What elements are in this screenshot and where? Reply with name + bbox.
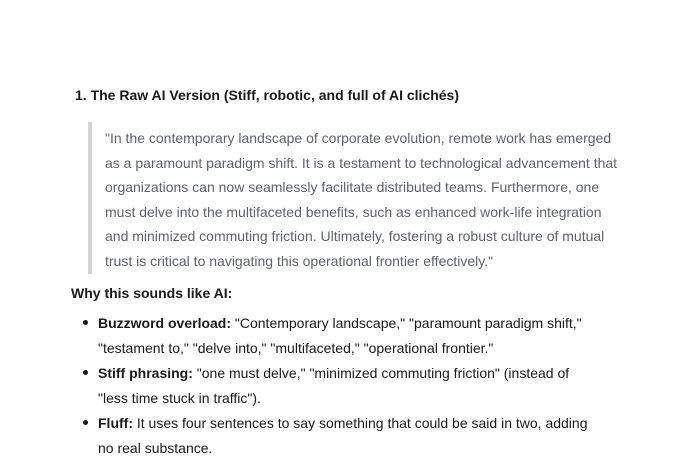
bullet-text: "one must delve," "minimized commuting friction" (instead of "less time stuck in traffic"). [98, 365, 570, 406]
analysis-heading: Why this sounds like AI: [71, 285, 233, 301]
bullet-icon [83, 370, 88, 375]
bullet-term: Buzzword overload: [98, 315, 232, 331]
bullet-icon [83, 320, 88, 325]
bullet-icon [83, 420, 88, 425]
bullet-text: It uses four sentences to say something that could be said in two, adding no real substance. [98, 415, 588, 456]
list-item [0, 361, 588, 410]
list-item [0, 311, 588, 360]
bullet-text: "Contemporary landscape," "paramount paradigm shift," "testament to," "delve into," "multifaceted," "operational frontier." [98, 315, 582, 356]
bullet-term: Fluff: [98, 415, 133, 431]
bullet-term: Stiff phrasing: [98, 365, 193, 381]
list-item [0, 411, 588, 459]
analysis-list [0, 311, 680, 459]
section-heading: 1. The Raw AI Version (Stiff, robotic, and full of AI clichés) [75, 87, 460, 103]
ai-quote-block: "In the contemporary landscape of corporate evolution, remote work has emerged as a paramount paradigm shift. It is a testament to technological advancement that organizations can now seamlessly facilitate distributed teams. Furthermore, one must delve into the multifaceted benefits, such as enhanced work-life integration and minimized commuting friction. Ultimately, fostering a robust culture of mutual trust is critical to navigating this operational frontier effectively." [88, 122, 618, 274]
